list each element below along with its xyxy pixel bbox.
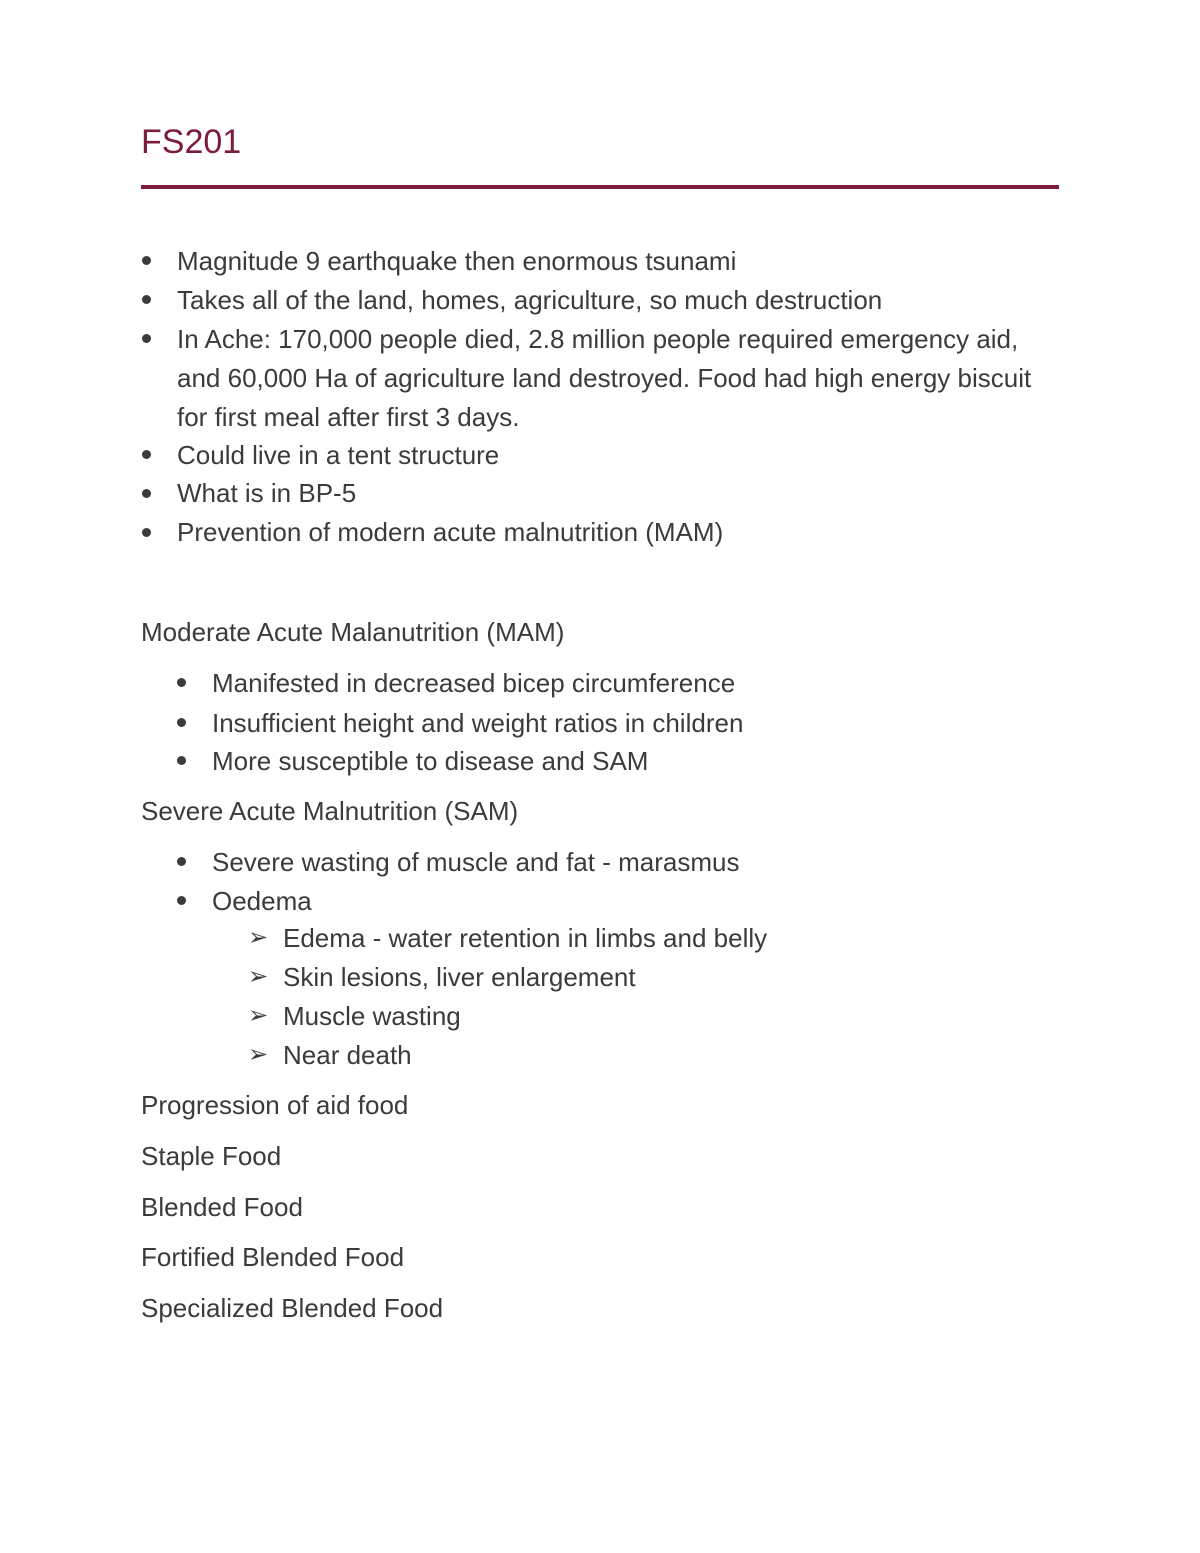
sam-heading: Severe Acute Malnutrition (SAM) [141, 796, 519, 826]
bullet-icon [142, 528, 151, 537]
arrow-bullet-icon: ➢ [248, 924, 269, 951]
list-item: Severe wasting of muscle and fat - marasmus [212, 847, 740, 877]
document-title: FS201 [141, 123, 242, 161]
bullet-icon [142, 334, 151, 343]
bullet-icon [142, 295, 151, 304]
list-item: Oedema [212, 886, 312, 916]
arrow-bullet-icon: ➢ [248, 1002, 269, 1029]
list-item-continuation: for first meal after first 3 days. [177, 402, 520, 432]
bullet-icon [142, 450, 151, 459]
sub-list-item: Edema - water retention in limbs and belly [283, 923, 768, 953]
bullet-icon [177, 678, 186, 687]
arrow-bullet-icon: ➢ [248, 963, 269, 990]
bullet-icon [177, 756, 186, 765]
bullet-icon [177, 857, 186, 866]
list-item: Takes all of the land, homes, agriculture, so much destruction [177, 285, 883, 315]
list-item-continuation: and 60,000 Ha of agriculture land destroyed. Food had high energy biscuit [177, 363, 1032, 393]
list-item: Magnitude 9 earthquake then enormous tsunami [177, 246, 737, 276]
sub-list-item: Muscle wasting [283, 1001, 461, 1031]
bullet-icon [142, 256, 151, 265]
paragraph: Staple Food [141, 1141, 282, 1171]
paragraph: Blended Food [141, 1192, 303, 1222]
bullet-icon [177, 896, 186, 905]
list-item: In Ache: 170,000 people died, 2.8 million people required emergency aid, [177, 324, 1019, 354]
progression-heading: Progression of aid food [141, 1090, 409, 1120]
list-item: What is in BP-5 [177, 478, 357, 508]
mam-heading: Moderate Acute Malanutrition (MAM) [141, 617, 565, 647]
list-item: More susceptible to disease and SAM [212, 746, 649, 776]
paragraph: Fortified Blended Food [141, 1242, 405, 1272]
list-item: Manifested in decreased bicep circumference [212, 668, 736, 698]
list-item: Insufficient height and weight ratios in children [212, 708, 744, 738]
bullet-icon [177, 718, 186, 727]
title-divider [141, 185, 1059, 189]
list-item: Prevention of modern acute malnutrition (MAM) [177, 517, 724, 547]
list-item: Could live in a tent structure [177, 440, 500, 470]
arrow-bullet-icon: ➢ [248, 1041, 269, 1068]
sub-list-item: Near death [283, 1040, 412, 1070]
paragraph: Specialized Blended Food [141, 1293, 444, 1323]
bullet-icon [142, 489, 151, 498]
sub-list-item: Skin lesions, liver enlargement [283, 962, 636, 992]
